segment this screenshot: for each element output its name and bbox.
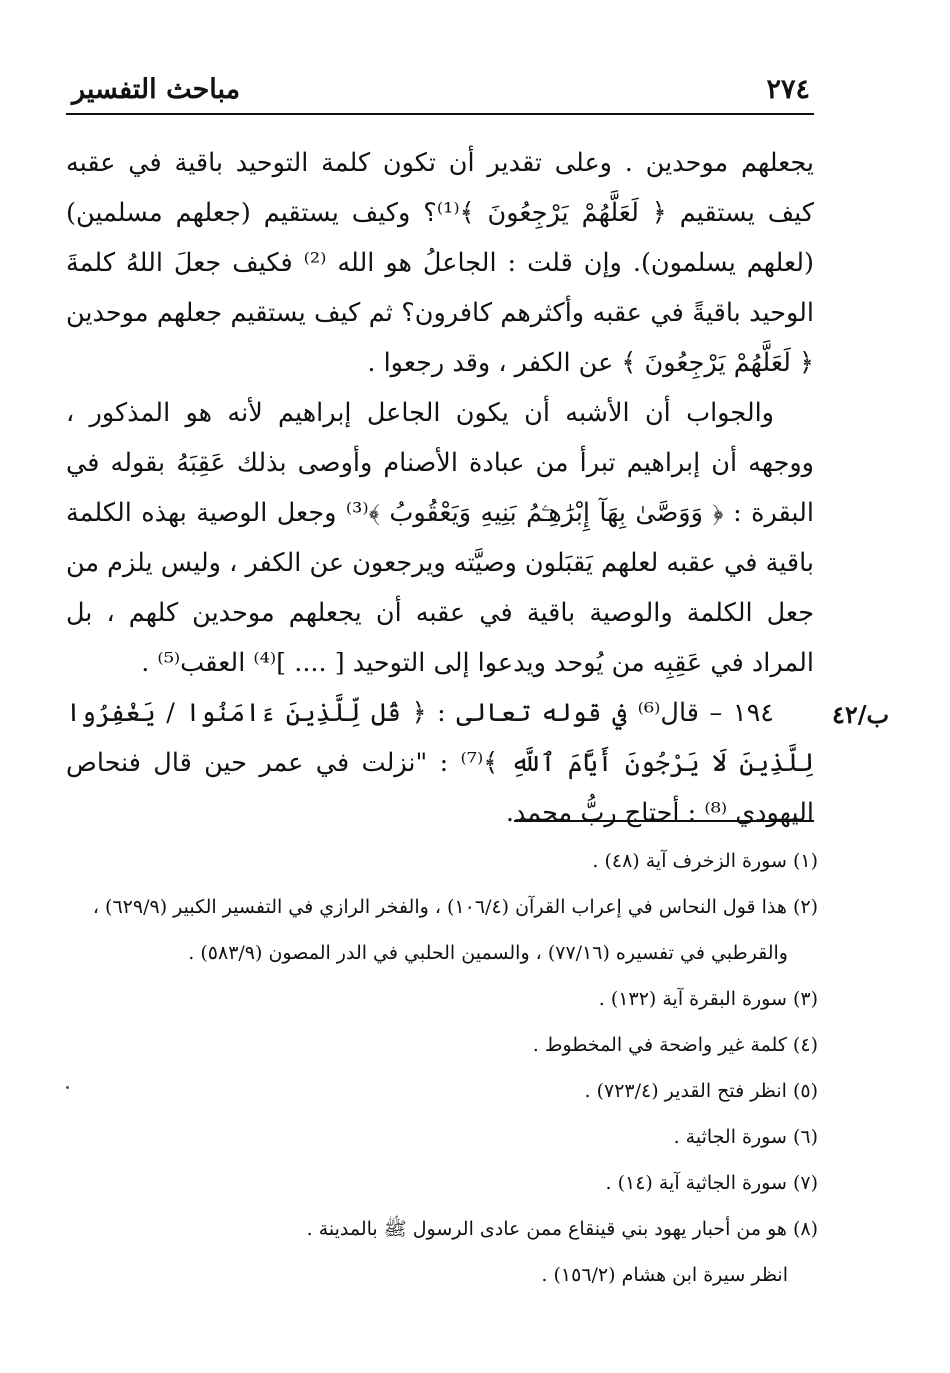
footnote-8: (٨) هو من أحبار يهود بني قينقاع ممن عادى الرسول ﷺ بالمدينة . — [306, 1218, 818, 1240]
paragraph-2: والجواب أن الأشبه أن يكون الجاعل إبراهيم لأنه هو المذكور ، ووجهه أن إبراهيم تبرأ من عبادة الأصنام وأوصى بذلك عَقِبَهُ بقوله في البقرة : ﴿ وَوَصَّىٰ بِهَآ إِبْرَٰهِـۧمُ بَنِيهِ وَيَعْقُوبُ ﴾⁽³⁾ وجعل الوصية بهذه الكلمة باقية في عقبه لعلهم يَقبَلون وصيَّته ويرجعون عن الكفر ، وليس يلزم من جعل الكلمة والوصية باقية في عقبه أن يجعلهم موحدين كلهم ، بل المراد في عَقِبِه من يُوحد ويدعوا إلى التوحيد [ .... ]⁽⁴⁾ العقب⁽⁵⁾ . — [66, 398, 814, 678]
footnote-6: (٦) سورة الجاثية . — [673, 1126, 818, 1148]
footnote-3: (٣) سورة البقرة آية (١٣٢) . — [598, 988, 818, 1010]
scan-speck — [66, 1086, 69, 1089]
footnote-4: (٤) كلمة غير واضحة في المخطوط . — [532, 1034, 818, 1056]
paragraph-3: ١٩٤ – قال⁽⁶⁾ في قوله تعالى : ﴿ قُل لِّلَّذِينَ ءَامَنُوا / يَغْفِرُوا لِلَّذِينَ لَا يَرْجُونَ أَيَّامَ ٱللَّهِ ﴾⁽⁷⁾ : "نزلت في عمر حين قال فنحاص اليهودي ⁽⁸⁾ : أحتاج ربُّ محمد. — [66, 698, 814, 828]
footnote-1: (١) سورة الزخرف آية (٤٨) . — [592, 850, 818, 872]
footnote-8-continuation: انظر سيرة ابن هشام (١٥٦/٢) . — [541, 1264, 788, 1286]
header-rule — [66, 113, 814, 115]
paragraph-1: يجعلهم موحدين . وعلى تقدير أن تكون كلمة التوحيد باقية في عقبه كيف يستقيم ﴿ لَعَلَّهُمْ يَرْجِعُونَ ﴾⁽¹⁾؟ وكيف يستقيم (جعلهم مسلمين) (لعلهم يسلمون). وإن قلت : الجاعلُ هو الله ⁽²⁾ فكيف جعلَ اللهُ كلمةَ الوحيد باقيةً في عقبه وأكثرهم كافرون؟ ثم كيف يستقيم جعلهم موحدين ﴿ لَعَلَّهُمْ يَرْجِعُونَ ﴾ عن الكفر ، وقد رجعوا . — [66, 148, 814, 378]
running-title: مباحث التفسير — [72, 74, 241, 105]
footnote-separator — [514, 820, 814, 822]
main-text — [66, 138, 814, 838]
page-number: ٢٧٤ — [766, 74, 810, 105]
footnote-2-continuation: والقرطبي في تفسيره (٧٧/١٦) ، والسمين الحلبي في الدر المصون (٥٨٣/٩) . — [188, 942, 788, 964]
margin-folio-note: ب/٤٢ — [832, 700, 890, 729]
footnote-2: (٢) هذا قول النحاس في إعراب القرآن (١٠٦/٤) ، والفخر الرازي في التفسير الكبير (٦٢٩/٩) ، — [92, 896, 818, 918]
footnote-7: (٧) سورة الجاثية آية (١٤) . — [605, 1172, 818, 1194]
page-header — [66, 68, 814, 108]
footnote-5: (٥) انظر فتح القدير (٧٢٣/٤) . — [584, 1080, 818, 1102]
footnotes — [66, 838, 818, 1298]
